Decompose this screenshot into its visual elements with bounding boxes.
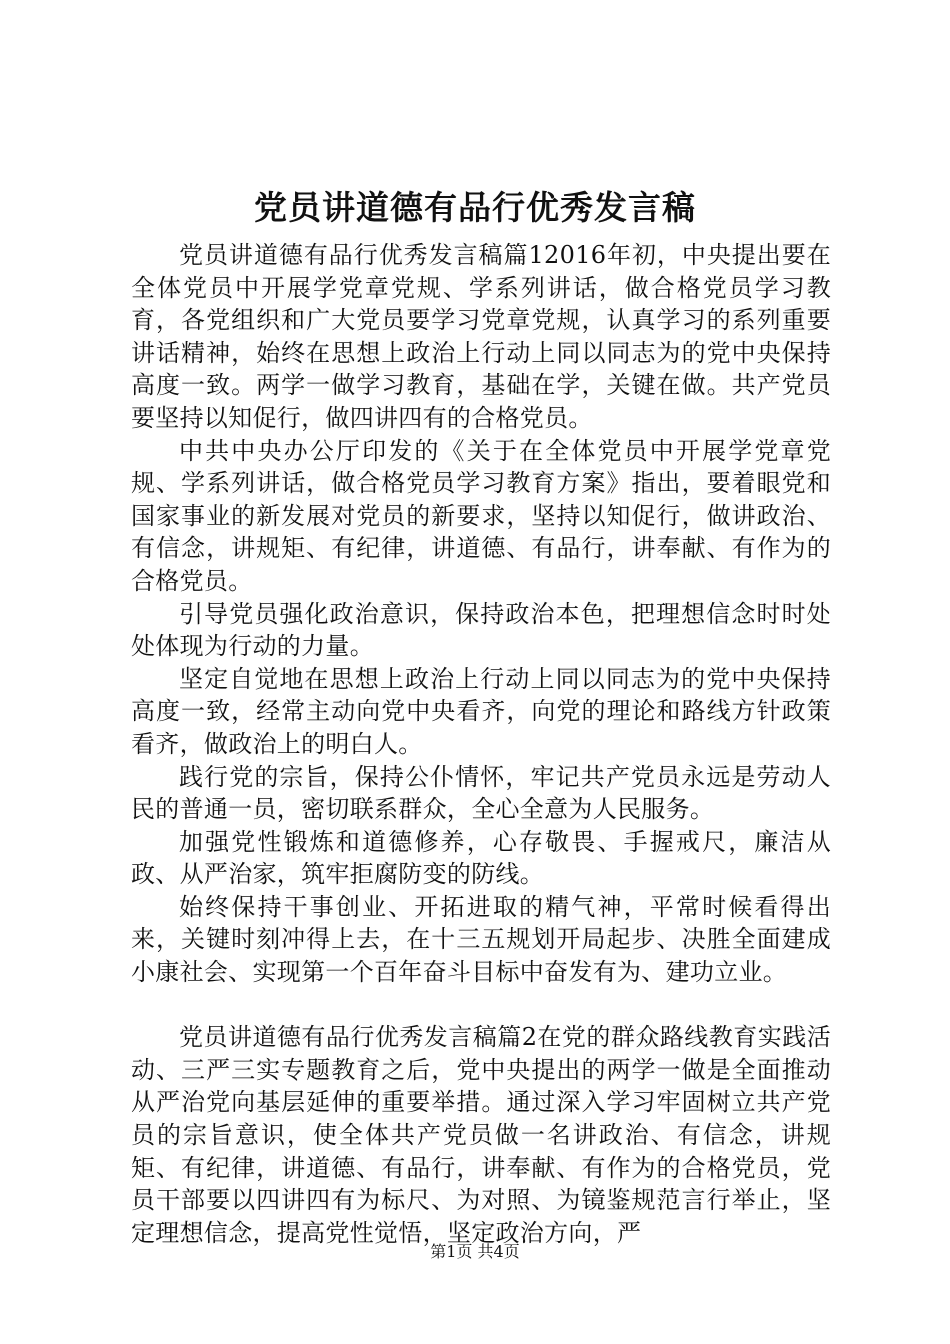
paragraph-8: 党员讲道德有品行优秀发言稿篇2在党的群众路线教育实践活动、三严三实专题教育之后，党中央提出的两学一做是全面推动从严治党向基层延伸的重要举措。通过深入学习牢固树立共产党员的宗旨意识，使全体共产党员做一名讲政治、有信念，讲规矩、有纪律，讲道德、有品行，讲奉献、有作为的合格党员，党员干部要以四讲四有为标尺、为对照、为镜鉴规范言行举止，坚定理想信念，提高党性觉悟，坚定政治方向，严	[131, 1023, 831, 1247]
document-body	[131, 239, 831, 1249]
paragraph-3: 引导党员强化政治意识，保持政治本色，把理想信念时时处处体现为行动的力量。	[131, 599, 831, 661]
paragraph-2: 中共中央办公厅印发的《关于在全体党员中开展学党章党规、学系列讲话，做合格党员学习教育方案》指出，要着眼党和国家事业的新发展对党员的新要求，坚持以知促行，做讲政治、有信念，讲规矩、有纪律，讲道德、有品行，讲奉献、有作为的合格党员。	[131, 436, 831, 595]
paragraph-7: 始终保持干事创业、开拓进取的精气神，平常时候看得出来，关键时刻冲得上去，在十三五规划开局起步、决胜全面建成小康社会、实现第一个百年奋斗目标中奋发有为、建功立业。	[131, 892, 831, 987]
document-title: 党员讲道德有品行优秀发言稿	[254, 188, 696, 227]
page-footer: 第1页 共4页	[430, 1242, 520, 1261]
paragraph-6: 加强党性锻炼和道德修养，心存敬畏、手握戒尺，廉洁从政、从严治家，筑牢拒腐防变的防线。	[131, 827, 831, 889]
paragraph-5: 践行党的宗旨，保持公仆情怀，牢记共产党员永远是劳动人民的普通一员，密切联系群众，全心全意为人民服务。	[131, 762, 831, 824]
paragraph-4: 坚定自觉地在思想上政治上行动上同以同志为的党中央保持高度一致，经常主动向党中央看齐，向党的理论和路线方针政策看齐，做政治上的明白人。	[131, 664, 831, 758]
paragraph-1: 党员讲道德有品行优秀发言稿篇12016年初，中央提出要在全体党员中开展学党章党规、学系列讲话，做合格党员学习教育，各党组织和广大党员要学习党章党规，认真学习的系列重要讲话精神，始终在思想上政治上行动上同以同志为的党中央保持高度一致。两学一做学习教育，基础在学，关键在做。共产党员要坚持以知促行，做四讲四有的合格党员。	[131, 241, 831, 432]
